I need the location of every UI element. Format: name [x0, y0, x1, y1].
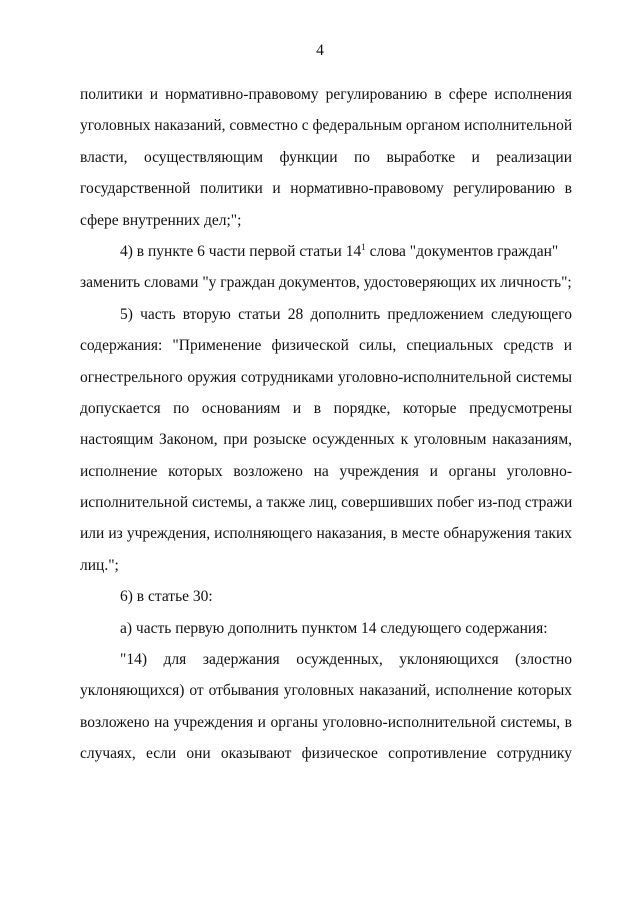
text-line-subitem-a: а) часть первую дополнить пунктом 14 следующего содержания:: [120, 619, 548, 637]
text-line: уклоняющихся) от отбывания уголовных наказаний, исполнение которых: [80, 682, 572, 700]
page-number: 4: [316, 42, 324, 59]
text-line: политики и нормативно-правовому регулированию в сфере исполнения: [80, 86, 572, 103]
text-line: огнестрельного оружия сотрудниками уголовно-исполнительной системы: [80, 368, 572, 386]
text-line: исполнение которых возложено на учреждения и органы уголовно-: [80, 462, 572, 480]
text-line: сфере внутренних дел;";: [80, 211, 242, 229]
text-line: исполнительной системы, а также лиц, совершивших побег из-под стражи: [80, 494, 573, 512]
text-line-item-4: [80, 236, 572, 267]
text-line-item-5: 5) часть вторую статьи 28 дополнить предложением следующего: [120, 305, 572, 323]
text-fragment: 4) в пункте 6 части первой статьи 14: [120, 242, 362, 260]
text-line: случаях, если они оказывают физическое сопротивление сотруднику: [80, 745, 572, 763]
text-line: уголовных наказаний, совместно с федеральным органом исполнительной: [80, 117, 573, 135]
text-fragment: слова "документов граждан": [365, 242, 559, 260]
text-line: власти, осуществляющим функции по выработке и реализации: [80, 148, 572, 166]
text-line: заменить словами "у граждан документов, удостоверяющих их личность";: [80, 274, 572, 292]
text-line: или из учреждения, исполняющего наказания, в месте обнаружения таких: [80, 525, 572, 543]
text-line-quote: "14) для задержания осужденных, уклоняющихся (злостно: [120, 651, 572, 669]
text-line: лиц.";: [80, 556, 119, 574]
text-line: настоящим Законом, при розыске осужденных к уголовным наказаниям,: [80, 431, 572, 449]
text-line: допускается по основаниям и в порядке, которые предусмотрены: [80, 399, 572, 417]
superscript: 1: [361, 241, 366, 252]
text-line: государственной политики и нормативно-правовому регулированию в: [80, 180, 572, 198]
text-line: возложено на учреждения и органы уголовно-исполнительной системы, в: [80, 713, 572, 731]
document-text: [80, 79, 572, 770]
text-line: содержания: "Применение физической силы, специальных средств и: [80, 337, 572, 355]
text-line-item-6: 6) в статье 30:: [120, 588, 213, 606]
